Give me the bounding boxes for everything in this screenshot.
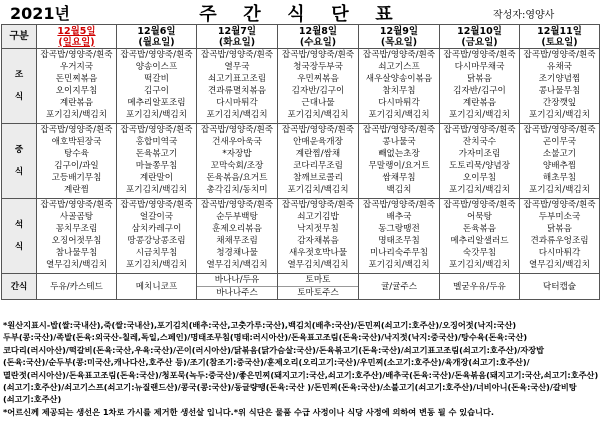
menu-item: 포기김치/백김치 bbox=[125, 260, 187, 271]
origin-note-line: 멸란젓(러시아산)/돈육표고조림(돈육:국산)/청포묵(녹두:중국산)/좋은민찌(돼지고기:국산,쇠고기:호주산)/배추국(돈육:국산)/돈육볶음(돼지고기:국산,쇠고기:호주산) bbox=[3, 369, 599, 380]
menu-item: 포기김치/백김치 bbox=[125, 185, 187, 196]
menu-item: 우거지국 bbox=[59, 62, 94, 73]
menu-item: 순두부백탕 bbox=[216, 212, 258, 223]
menu-item: 애호박된장국 bbox=[51, 137, 102, 148]
menu-cell bbox=[278, 49, 359, 124]
day-weekday: (토요일) bbox=[541, 36, 578, 48]
title-row bbox=[0, 0, 600, 24]
origin-note-line: 두부(콩:국산)/족발(돈육:외국산-칠레,독일,스페인)/명태조무침(명태:러시아산)/돈육표고조림(돈육:국산)/낙지젓(낙지:중국산)/탕수육(돈육:국산) bbox=[3, 332, 528, 343]
day-date: 12월8일 bbox=[298, 25, 338, 37]
day-weekday: (일요일) bbox=[58, 36, 95, 48]
day-date: 12월9일 bbox=[379, 25, 419, 37]
menu-item: 잡곡밥/영양죽/흰죽 bbox=[200, 200, 274, 210]
menu-item: 잡곡밥/영양죽/흰죽 bbox=[200, 125, 274, 135]
origin-note-line: (돈육:국산)/순두부(콩:미국산,캐나다산,호주산 등)/조기(참조기:중국산)/훈제오리(오리고기:국산)/우민찌(소고기:호주산)/육개장(쇠고기:호주산)/ bbox=[3, 357, 530, 368]
menu-item: 청경채나물 bbox=[216, 248, 258, 259]
menu-item: 메추리알샐러드 bbox=[450, 236, 509, 247]
menu-item: 삼치카레구이 bbox=[131, 224, 182, 235]
menu-item: 꼬막숙회/조장 bbox=[210, 161, 264, 172]
menu-item: 열무김치/백김치 bbox=[287, 260, 349, 271]
menu-cell bbox=[520, 49, 600, 124]
menu-item: 명태조무침 bbox=[378, 236, 420, 247]
title-char: 간 bbox=[243, 4, 261, 25]
menu-item: 돈육볶음/요거트 bbox=[206, 173, 268, 184]
menu-item: 포기김치/백김치 bbox=[448, 260, 510, 271]
day-header bbox=[37, 25, 117, 49]
menu-item: 새우살양송이볶음 bbox=[365, 74, 433, 85]
menu-cell bbox=[520, 199, 600, 274]
menu-cell bbox=[197, 124, 278, 199]
menu-item: 미나리숙주무침 bbox=[369, 248, 429, 259]
menu-item: 잡곡밥/영양죽/흰죽 bbox=[523, 50, 596, 60]
menu-item: 열무국 bbox=[224, 62, 250, 73]
menu-item: 포기김치/백김치 bbox=[368, 260, 430, 271]
day-date: 12월5일 bbox=[57, 25, 96, 37]
menu-item: 다시마무채국 bbox=[454, 62, 505, 73]
title-char: 주 bbox=[199, 4, 217, 25]
menu-item: 포기김치/백김치 bbox=[368, 110, 430, 121]
menu-item: 참나물무침 bbox=[55, 248, 98, 259]
menu-item: 포기김치/백김치 bbox=[528, 185, 590, 196]
menu-item: 잡곡밥/영양죽/흰죽 bbox=[443, 200, 516, 210]
menu-item: 토마토주스 bbox=[278, 286, 358, 299]
menu-item: 잡곡밥/영양죽/흰죽 bbox=[200, 50, 274, 60]
menu-cell bbox=[359, 274, 440, 300]
menu-item: 잡곡밥/영양죽/흰죽 bbox=[281, 125, 355, 135]
menu-item: 소불고기 bbox=[542, 149, 577, 160]
menu-item: 잡곡밥/영양죽/흰죽 bbox=[40, 200, 113, 210]
menu-item: 잡곡밥/영양죽/흰죽 bbox=[523, 125, 596, 135]
menu-item: 쇠고기표고조림 bbox=[207, 74, 267, 85]
menu-item: 마늘쫑무침 bbox=[135, 161, 178, 172]
menu-item: 건새우아욱국 bbox=[212, 137, 262, 148]
menu-cell bbox=[520, 124, 600, 199]
menu-cell bbox=[359, 199, 440, 274]
menu-item: 고등배기무침 bbox=[51, 173, 102, 184]
menu-item: 김구이/과일 bbox=[54, 161, 99, 172]
menu-cell bbox=[440, 199, 520, 274]
day-date: 12월7일 bbox=[217, 25, 257, 37]
menu-item: 잡곡밥/영양죽/흰죽 bbox=[40, 50, 113, 60]
menu-item: 훈제오리볶음 bbox=[212, 224, 262, 235]
menu-item: 꽁치무조림 bbox=[55, 224, 98, 235]
menu-item: 청국장두부국 bbox=[293, 62, 343, 73]
menu-item: 잡곡밥/영양죽/흰죽 bbox=[362, 200, 436, 210]
menu-item: 포기김치/백김치 bbox=[448, 185, 510, 196]
menu-item: 양배추찜 bbox=[542, 161, 577, 172]
meal-label-text: 식 bbox=[14, 242, 24, 252]
menu-item: 사골곰탕 bbox=[59, 212, 94, 223]
menu-item: 열무김치/백김치 bbox=[206, 260, 268, 271]
menu-item: 도토리묵/양념장 bbox=[448, 161, 510, 172]
day-header bbox=[520, 25, 600, 49]
corner-cell: 구분 bbox=[2, 25, 37, 49]
meal-label-text: 식 bbox=[14, 92, 24, 102]
menu-item: 총각김치/동치미 bbox=[206, 185, 268, 196]
menu-item: 계란볶음 bbox=[59, 98, 94, 109]
meal-label bbox=[2, 124, 37, 199]
menu-item: 새우젓호박나물 bbox=[288, 248, 348, 259]
menu-item: 열무김치/백김치 bbox=[528, 260, 590, 271]
menu-item: 포기김치/백김치 bbox=[448, 110, 510, 121]
menu-item: 다시마튀각 bbox=[378, 98, 420, 109]
menu-cell bbox=[359, 124, 440, 199]
title-char: 식 bbox=[287, 4, 305, 25]
day-date: 12월6일 bbox=[137, 25, 176, 37]
meal-row bbox=[2, 49, 600, 124]
menu-item: 간장깻잎 bbox=[542, 98, 577, 109]
menu-cell bbox=[440, 124, 520, 199]
menu-item: 계란찜/쌈채 bbox=[295, 149, 341, 160]
menu-cell bbox=[117, 199, 197, 274]
day-weekday: (금요일) bbox=[461, 36, 498, 48]
menu-item: 열무김치/백김치 bbox=[45, 260, 107, 271]
menu-item: 홍합미역국 bbox=[135, 137, 178, 148]
menu-cell bbox=[117, 49, 197, 124]
menu-item: 두유/카스테드 bbox=[50, 281, 103, 292]
author-label: 작성자:영양사 bbox=[493, 10, 555, 21]
menu-item: 떡갈비 bbox=[144, 74, 169, 85]
title-char: 표 bbox=[375, 4, 393, 25]
menu-cell bbox=[440, 49, 520, 124]
menu-item: 잡곡밥/영양죽/흰죽 bbox=[281, 200, 355, 210]
menu-item: 채채무조림 bbox=[216, 236, 258, 247]
menu-item: 쇠고기스프 bbox=[378, 62, 420, 73]
menu-item: 어묵탕 bbox=[467, 212, 492, 223]
menu-cell bbox=[278, 274, 359, 300]
menu-item: 포기김치/백김치 bbox=[287, 185, 349, 196]
meal-row bbox=[2, 274, 600, 300]
day-header bbox=[278, 25, 359, 49]
menu-item: 토마토 bbox=[305, 275, 331, 285]
menu-cell bbox=[278, 199, 359, 274]
menu-item: 바나나주스 bbox=[197, 286, 277, 299]
origin-note-line: 코다리(러시아산)/떡갈비(돈육:국산,우육:국산)/곤이(러시아산)/닭볶음(닭가슴살:국산)/돈육볶고기(돈육:국산)/쇠고기표고조림(쇠고기:호주산)/자장밥 bbox=[3, 344, 545, 355]
menu-item: 잡곡밥/영양죽/흰죽 bbox=[443, 125, 516, 135]
meal-label bbox=[2, 274, 37, 300]
menu-cell bbox=[37, 49, 117, 124]
meal-row bbox=[2, 199, 600, 274]
meal-label-text: 조 bbox=[14, 69, 24, 80]
menu-item: 무말랭이/요거트 bbox=[368, 161, 430, 172]
menu-item: 잡곡밥/영양죽/흰죽 bbox=[120, 200, 193, 210]
menu-item: 다시마튀각 bbox=[216, 98, 258, 109]
menu-item: 포기김치/백김치 bbox=[287, 110, 349, 121]
menu-item: 콩나물국 bbox=[382, 137, 416, 148]
menu-item: 돈육볶고기 bbox=[135, 149, 178, 160]
menu-cell bbox=[520, 274, 600, 300]
menu-cell bbox=[117, 124, 197, 199]
menu-item: 잡곡밥/영양죽/흰죽 bbox=[362, 125, 436, 135]
menu-item: 잡곡밥/영양죽/흰죽 bbox=[281, 50, 355, 60]
menu-item: 두부미소국 bbox=[538, 212, 581, 223]
menu-item: 낙지젓무침 bbox=[297, 224, 339, 235]
menu-item: 양송이스프 bbox=[135, 62, 178, 73]
menu-item: 김구이 bbox=[144, 86, 169, 97]
day-header bbox=[117, 25, 197, 49]
menu-item: 빼없는초장 bbox=[378, 149, 420, 160]
menu-cell bbox=[278, 124, 359, 199]
menu-item: 우민찌볶음 bbox=[297, 74, 339, 85]
menu-item: 잡곡밥/영양죽/흰죽 bbox=[362, 50, 436, 60]
menu-item: 포기김치/백김치 bbox=[125, 110, 187, 121]
menu-item: 잡곡밥/영양죽/흰죽 bbox=[120, 125, 193, 135]
menu-item: 백김치 bbox=[386, 185, 412, 196]
origin-notes bbox=[3, 319, 599, 418]
menu-item: 잡곡밥/영양죽/흰죽 bbox=[120, 50, 193, 60]
menu-item: 계란말이 bbox=[139, 173, 174, 184]
menu-item: 근대나물 bbox=[301, 98, 335, 109]
menu-item: 견과류우엉조림 bbox=[530, 236, 589, 247]
day-date: 12월10일 bbox=[457, 25, 502, 37]
menu-item: 포기김치/백김치 bbox=[206, 110, 268, 121]
menu-item: 닥터캡슐 bbox=[542, 281, 577, 292]
menu-item: 해초무침 bbox=[542, 173, 577, 184]
menu-cell bbox=[37, 274, 117, 300]
menu-item: 계란볶음 bbox=[462, 98, 497, 109]
menu-item: 곤이무국 bbox=[542, 137, 577, 148]
menu-cell bbox=[440, 274, 520, 300]
menu-item: 잡곡밥/영양죽/흰죽 bbox=[443, 50, 516, 60]
origin-note-line: (쇠고기:호주산)/쇠고기스프(쇠고기:뉴질랜드산)/콩국(콩:국산)/동글량땡(돈육:국산 )/돈민찌(돈육:국산)/소불고기(쇠고기:호주산)/너비아니(돈육:국산)/갈비탕 bbox=[3, 382, 577, 393]
day-header bbox=[359, 25, 440, 49]
menu-item: 배추국 bbox=[386, 212, 412, 223]
day-header bbox=[440, 25, 520, 49]
menu-item: 감자채볶음 bbox=[297, 236, 339, 247]
menu-item: 돈민찌볶음 bbox=[55, 74, 98, 85]
menu-item: 오징어젓무침 bbox=[51, 236, 102, 247]
meal-row bbox=[2, 124, 600, 199]
menu-item: 닭볶음 bbox=[467, 74, 492, 85]
menu-item: 참깨브로콜리 bbox=[293, 173, 343, 184]
menu-item: 김자반/김구이 bbox=[291, 86, 345, 97]
menu-cell bbox=[37, 124, 117, 199]
year-label: 2021년 bbox=[10, 4, 70, 23]
menu-item: 잔치국수 bbox=[462, 137, 497, 148]
day-weekday: (수요일) bbox=[299, 36, 337, 48]
origin-note-line: (쇠고기:호주산) bbox=[3, 394, 62, 405]
menu-item: 탕수육 bbox=[64, 149, 89, 160]
menu-item: 계란찜 bbox=[64, 185, 89, 196]
menu-item: 닭볶음 bbox=[547, 224, 572, 235]
origin-note-line: *어르신께 제공되는 생선은 1차로 가시를 제거한 생선살 입니다.*위 식단은 물품 수급 사정이나 식당 사정에 의하여 변동 될 수 있습니다. bbox=[3, 406, 494, 417]
header-row bbox=[2, 25, 600, 49]
menu-item: 멜굳우유/두유 bbox=[453, 281, 506, 292]
menu-item: 쇠고기김밥 bbox=[297, 212, 339, 223]
day-weekday: (목요일) bbox=[380, 36, 418, 48]
meal-label-text: 석 bbox=[14, 219, 24, 230]
menu-item: 콩나물무침 bbox=[538, 86, 581, 97]
menu-item: 메치니코프 bbox=[135, 281, 178, 292]
menu-table bbox=[1, 24, 600, 300]
meal-label bbox=[2, 199, 37, 274]
menu-item: *자장밥 bbox=[222, 149, 252, 160]
menu-item: 바나나/두유 bbox=[214, 275, 260, 285]
menu-item: 얼갈이국 bbox=[139, 212, 174, 223]
menu-item: 유채국 bbox=[547, 62, 572, 73]
menu-item: 포기김치/백김치 bbox=[528, 110, 590, 121]
menu-item: 견과류멸치볶음 bbox=[207, 86, 267, 97]
day-weekday: (월요일) bbox=[138, 36, 175, 48]
menu-item: 참치무침 bbox=[382, 86, 416, 97]
page-title bbox=[186, 0, 406, 26]
title-char: 단 bbox=[331, 4, 349, 25]
menu-item: 가자미조림 bbox=[458, 149, 501, 160]
menu-item: 오이지무침 bbox=[55, 86, 98, 97]
menu-item: 돈육볶음 bbox=[462, 224, 497, 235]
meal-label-text: 중 bbox=[14, 144, 24, 155]
menu-item: 숙갓무침 bbox=[462, 248, 497, 259]
meal-label bbox=[2, 49, 37, 124]
menu-item: 코다리무조림 bbox=[293, 161, 343, 172]
menu-item: 잡곡밥/영양죽/흰죽 bbox=[40, 125, 113, 135]
day-header bbox=[197, 25, 278, 49]
menu-cell bbox=[197, 274, 278, 300]
meal-label-text: 간식 bbox=[10, 281, 28, 292]
origin-note-line: *원산지표시-밥(쌀:국내산),죽(쌀:국내산),포기김치(배추:국산,고춧가루:국산),백김치(배추:국산)/돈민찌(쇠고기:호주산)/오징어젓(낙지:국산) bbox=[3, 320, 517, 330]
meal-label-text: 식 bbox=[14, 167, 24, 177]
menu-item: 안매운육개장 bbox=[293, 137, 343, 148]
menu-item: 김자반/김구이 bbox=[453, 86, 506, 97]
menu-item: 쌈채무침 bbox=[382, 173, 416, 184]
menu-item: 포기김치/백김치 bbox=[45, 110, 107, 121]
menu-item: 땅콩강낭콩조림 bbox=[127, 236, 186, 247]
menu-cell bbox=[197, 49, 278, 124]
menu-item: 메추리알포조림 bbox=[127, 98, 186, 109]
day-date: 12월11일 bbox=[537, 25, 582, 37]
menu-item: 다시마튀각 bbox=[538, 248, 581, 259]
menu-item: 동그랑땡전 bbox=[378, 224, 420, 235]
menu-item: 오이무침 bbox=[462, 173, 497, 184]
menu-item: 잡곡밥/영양죽/흰죽 bbox=[523, 200, 596, 210]
menu-cell bbox=[117, 274, 197, 300]
menu-item: 귤/귤주스 bbox=[380, 281, 418, 292]
menu-cell bbox=[359, 49, 440, 124]
menu-item: 시금치무침 bbox=[135, 248, 178, 259]
day-weekday: (화요일) bbox=[218, 36, 256, 48]
menu-cell bbox=[37, 199, 117, 274]
menu-item: 조기양념찜 bbox=[538, 74, 581, 85]
menu-cell bbox=[197, 199, 278, 274]
